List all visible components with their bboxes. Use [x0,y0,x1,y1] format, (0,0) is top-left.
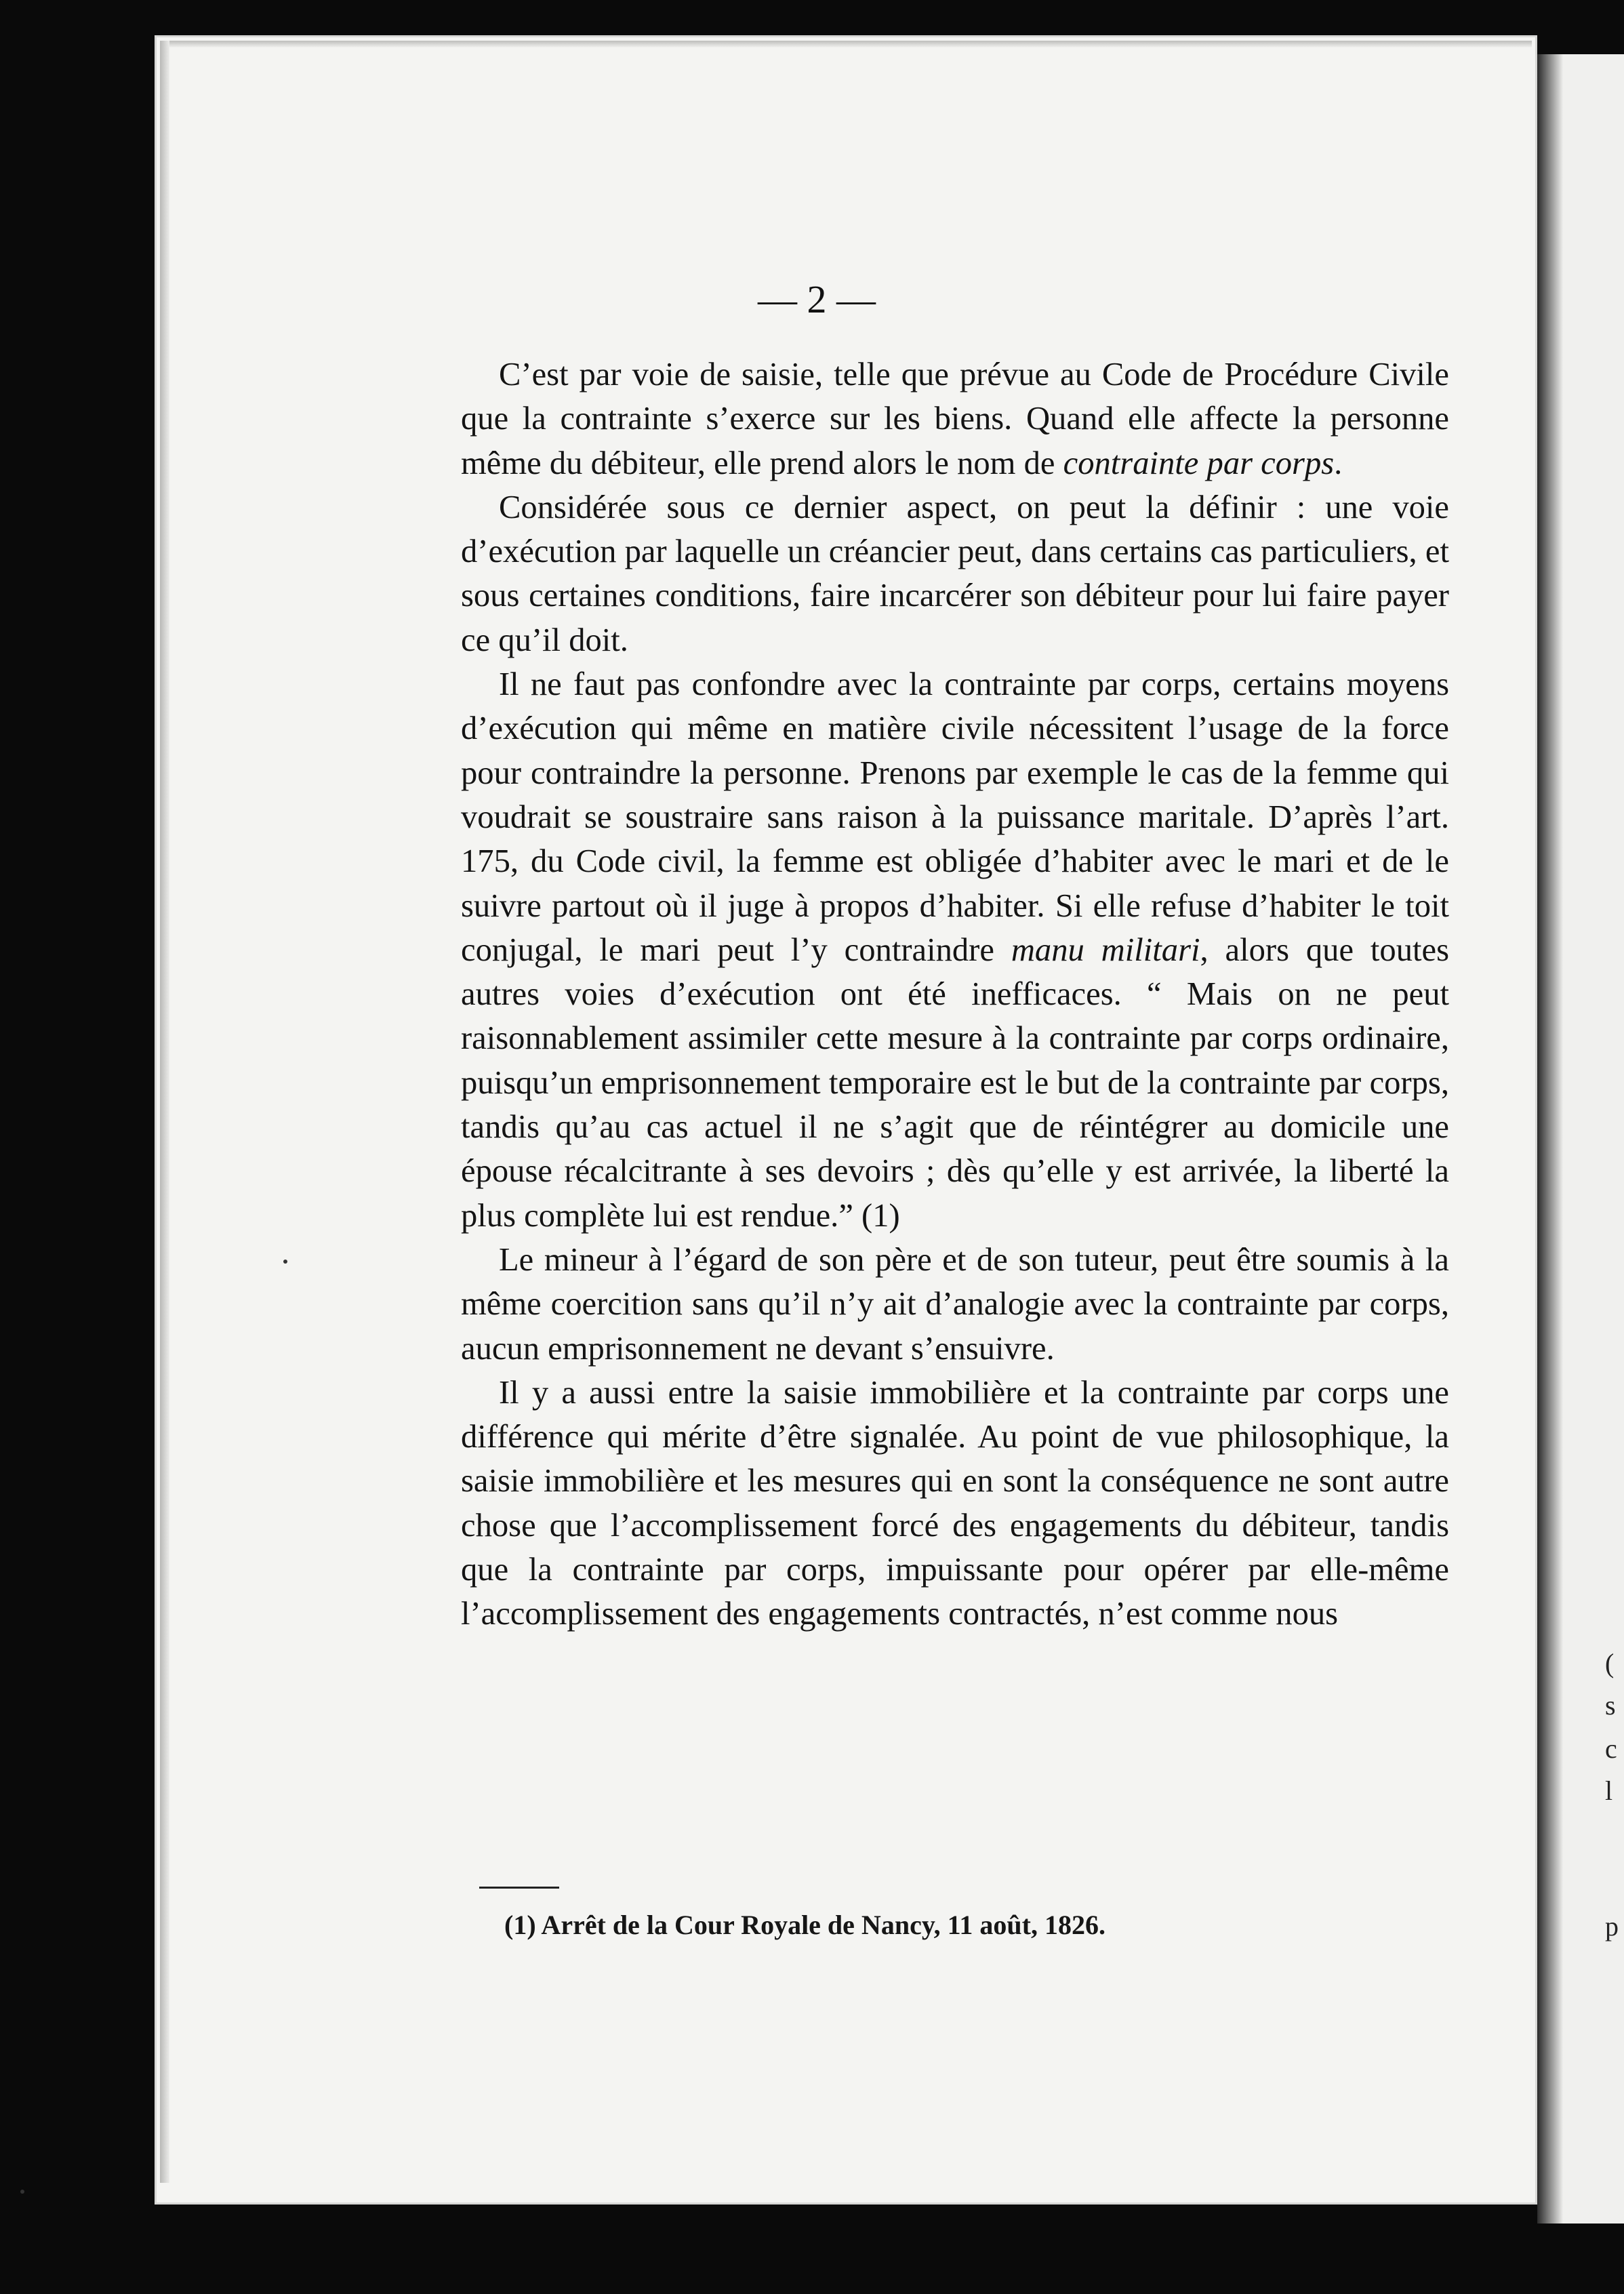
scan-speck [283,1260,287,1264]
paragraph-4: Le mineur à l’égard de son père et de son tuteur, peut être soumis à la même coercition sans qu’il n’y ait d’analogie avec la contrainte par corps, aucun emprisonnement ne devant s’ensuivre. [461,1241,1449,1367]
side-fragment-2: s [1605,1690,1616,1720]
side-fragment-3: c [1605,1733,1617,1764]
page-left-edge [160,41,169,2183]
page-top-edge [169,41,1532,47]
side-fragment-5: p [1605,1911,1619,1941]
side-fragment-4: l [1605,1775,1613,1806]
footnote-rule [479,1887,559,1889]
paragraph-3: Il ne faut pas confondre avec la contrainte par corps, certains moyens d’exécution qui même en matière civile nécessitent l’usage de la force pour contraindre la personne. Prenons par exemple le cas de la femme qui voudrait se soustraire sans raison à la puissance maritale. D’après l’art. 175, du Code civil, la femme est obligée d’habiter avec le mari et de le suivre partout où il juge à propos d’habiter. Si elle refuse d’habiter le toit conjugal, le mari peut l’y contraindre manu militari, alors que toutes autres voies d’exécution ont été inefficaces. “ Mais on ne peut raisonnablement assimiler cette mesure à la contrainte par corps ordinaire, puisqu’un emprisonnement temporaire est le but de la contrainte par corps, tandis qu’au cas actuel il ne s’agit que de réintégrer au domicile une épouse récalcitrante à ses devoirs ; dès qu’elle y est arrivée, la liberté la plus complète lui est rendue.” (1) [461,666,1450,1234]
footnote: (1) Arrêt de la Cour Royale de Nancy, 11 août, 1826. [504,1910,1105,1940]
page-number: — 2 — [758,277,876,321]
scan-speck [20,2190,24,2194]
paragraph-5: Il y a aussi entre la saisie immobilière et la contrainte par corps une différence qui mérite d’être signalée. Au point de vue philosophique, la saisie immobilière et les mesures qui en sont la conséquence ne sont autre chose que l’accomplissement forcé des engagements du débiteur, tandis que la contrainte par corps, impuissante pour opérer par elle-même l’accomplissement des engagements contractés, n’est comme nous [461,1373,1449,1632]
paragraph-2: Considérée sous ce dernier aspect, on peut la définir : une voie d’exécution par laquelle un créancier peut, dans certains cas particuliers, et sous certaines conditions, faire incarcérer son débiteur pour lui faire payer ce qu’il doit. [461,488,1449,658]
paragraph-1: C’est par voie de saisie, telle que prévue au Code de Procédure Civile que la contrainte s’exerce sur les biens. Quand elle affecte la personne même du débiteur, elle prend alors le nom de contrainte par corps. [461,356,1449,481]
body-text [461,353,1449,1636]
side-fragment-1: ( [1605,1648,1615,1678]
adjacent-page-edge [1537,54,1624,2223]
